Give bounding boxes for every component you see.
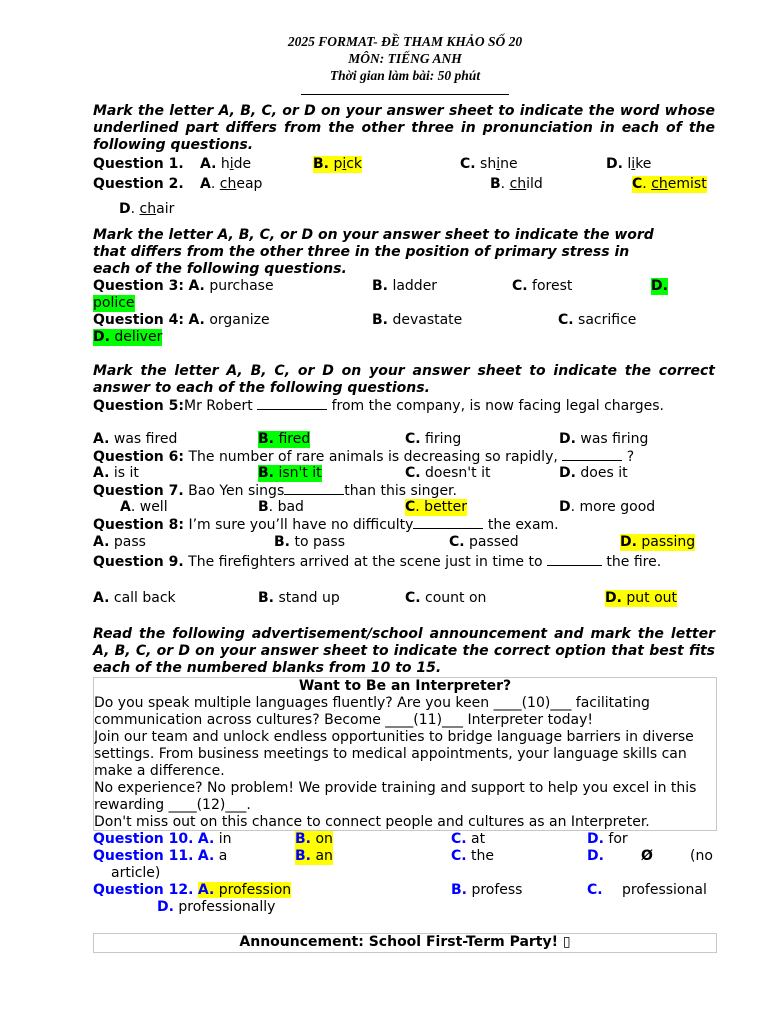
question-12-cont: [93, 899, 717, 916]
q3-option-a[interactable]: A. purchase: [188, 278, 274, 294]
q2-option-a[interactable]: A. cheap: [200, 176, 263, 192]
section4-instruction: Read the following advertisement/school announcement and mark the letter A, B, C, or D on your answer sheet to indicate the correct option that best fits each of the numbered blanks from 10 to 15.: [93, 626, 715, 676]
question-5-options: [93, 431, 717, 448]
q9-option-a[interactable]: A. call back: [93, 590, 176, 606]
q3-option-d-letter[interactable]: D.: [651, 278, 668, 294]
q5-option-c[interactable]: C. firing: [405, 431, 462, 447]
q5-option-a[interactable]: A. was fired: [93, 431, 178, 447]
question-10: [93, 831, 717, 848]
q9-option-b[interactable]: B. stand up: [258, 590, 340, 606]
q11-option-d-symbol: Ø: [641, 848, 653, 864]
q9-option-c[interactable]: C. count on: [405, 590, 487, 606]
q6-option-a[interactable]: A. is it: [93, 465, 139, 481]
q11-option-c[interactable]: C. the: [451, 848, 495, 864]
q1-option-a[interactable]: A. hide: [200, 156, 252, 172]
ad-paragraph-4: Don't miss out on this chance to connect people and cultures as an Interpreter.: [94, 814, 650, 830]
q9-option-d[interactable]: D. put out: [605, 590, 678, 606]
q2-option-d[interactable]: D. chair: [119, 201, 175, 217]
header-divider: [301, 86, 509, 95]
question-4-cont: [93, 329, 717, 346]
q11-option-d-text-cont: article): [111, 865, 161, 881]
q10-label: Question 10.: [93, 831, 194, 847]
header-time: Thời gian làm bài: 50 phút: [329, 68, 481, 83]
q2-label: Question 2.: [93, 176, 184, 192]
q3-label: Question 3:: [93, 278, 184, 294]
question-11-cont: [93, 865, 717, 882]
ad-title: Want to Be an Interpreter?: [298, 678, 512, 694]
q4-option-d[interactable]: D. deliver: [93, 329, 163, 345]
q3-option-c[interactable]: C. forest: [512, 278, 573, 294]
q12-label: Question 12.: [93, 882, 194, 898]
q2-option-c[interactable]: C. chemist: [632, 176, 707, 192]
ad-paragraph-3: No experience? No problem! We provide training and support to help you excel in this rewarding ____(12)___.: [94, 780, 697, 813]
q12-option-a[interactable]: A. profession: [197, 882, 292, 898]
question-2: [93, 176, 717, 193]
q6-option-c[interactable]: C. doesn't it: [405, 465, 491, 481]
header-subject: MÔN: TIẾNG ANH: [348, 51, 462, 66]
question-12: [93, 882, 717, 899]
q8-option-a[interactable]: A. pass: [93, 534, 146, 550]
q7-option-b[interactable]: B. bad: [258, 499, 304, 515]
q3-option-b[interactable]: B. ladder: [372, 278, 438, 294]
q10-option-a[interactable]: A. in: [197, 831, 232, 847]
question-5-stem: Question 5:Mr Robert from the company, is now facing legal charges.: [93, 398, 664, 414]
question-11: [93, 848, 717, 865]
q12-option-c[interactable]: professional: [622, 882, 707, 898]
q12-option-d[interactable]: D. professionally: [157, 899, 276, 915]
q7-option-c[interactable]: C. better: [405, 499, 468, 515]
question-7-options: [93, 499, 717, 516]
header-title: 2025 FORMAT- ĐỀ THAM KHẢO SỐ 20: [287, 34, 523, 49]
question-8-options: [93, 534, 717, 551]
q11-option-d-letter[interactable]: D.: [587, 848, 604, 864]
q6-option-b[interactable]: B. isn't it: [258, 465, 322, 481]
question-8-stem: Question 8: I’m sure you’ll have no difficulty the exam.: [93, 517, 559, 533]
q11-option-d-text: (no: [690, 848, 713, 864]
question-9-options: [93, 590, 717, 607]
q1-option-b[interactable]: B. pick: [313, 156, 363, 172]
ad-paragraph-2: Join our team and unlock endless opportunities to bridge language barriers in diverse settings. From business meetings to medical appointments, your language skills can make a difference.: [94, 729, 694, 779]
q3-option-d[interactable]: police: [93, 295, 135, 311]
question-4: [93, 312, 717, 329]
q1-label: Question 1.: [93, 156, 184, 172]
q7-option-a[interactable]: A. well: [120, 499, 168, 515]
question-2-cont: [93, 201, 717, 218]
q5-option-d[interactable]: D. was firing: [559, 431, 649, 447]
question-3-cont: [93, 295, 717, 312]
q8-option-b[interactable]: B. to pass: [274, 534, 346, 550]
question-1: [93, 156, 717, 173]
question-6-options: [93, 465, 717, 482]
q10-option-b[interactable]: B. on: [295, 831, 333, 847]
ad-paragraph-1: Do you speak multiple languages fluently? Are you keen ____(10)___ facilitating communication across cultures? Become ____(11)___ Interpreter today!: [94, 695, 650, 728]
q11-label: Question 11.: [93, 848, 194, 864]
q2-option-b[interactable]: B. child: [490, 176, 543, 192]
q4-label: Question 4:: [93, 312, 184, 328]
q6-option-d[interactable]: D. does it: [559, 465, 628, 481]
question-7-stem: Question 7. Bao Yen sings than this singer.: [93, 483, 457, 499]
q4-option-b[interactable]: B. devastate: [372, 312, 463, 328]
announcement-box: Announcement: School First-Term Party! ▯: [93, 933, 717, 953]
question-3: [93, 278, 717, 295]
q8-option-d[interactable]: D. passing: [620, 534, 696, 550]
q4-option-c[interactable]: C. sacrifice: [558, 312, 637, 328]
q11-option-b[interactable]: B. an: [295, 848, 333, 864]
q1-option-d[interactable]: D. like: [606, 156, 652, 172]
q8-option-c[interactable]: C. passed: [449, 534, 519, 550]
section2-instruction: Mark the letter A, B, C, or D on your answer sheet to indicate the word that differs from the other three in the position of primary stress in each of the following questions.: [93, 227, 654, 277]
question-6-stem: Question 6: The number of rare animals is decreasing so rapidly, ?: [93, 449, 635, 465]
q7-option-d[interactable]: D. more good: [559, 499, 656, 515]
q1-option-c[interactable]: C. shine: [460, 156, 518, 172]
question-9-stem: Question 9. The firefighters arrived at the scene just in time to the fire.: [93, 554, 662, 570]
exam-header: [93, 33, 717, 95]
q12-option-c-letter[interactable]: C.: [587, 882, 603, 898]
q4-option-a[interactable]: A. organize: [188, 312, 270, 328]
q5-option-b[interactable]: B. fired: [258, 431, 311, 447]
q11-option-a[interactable]: A. a: [197, 848, 228, 864]
q12-option-b[interactable]: B. profess: [451, 882, 523, 898]
section1-instruction: Mark the letter A, B, C, or D on your answer sheet to indicate the word whose underlined part differs from the other three in pronunciation in each of the following questions.: [93, 103, 715, 153]
q10-option-c[interactable]: C. at: [451, 831, 486, 847]
advertisement-box: [93, 677, 717, 831]
q10-option-d[interactable]: D. for: [587, 831, 628, 847]
section3-instruction: Mark the letter A, B, C, or D on your answer sheet to indicate the correct answer to each of the following questions.: [93, 363, 715, 396]
